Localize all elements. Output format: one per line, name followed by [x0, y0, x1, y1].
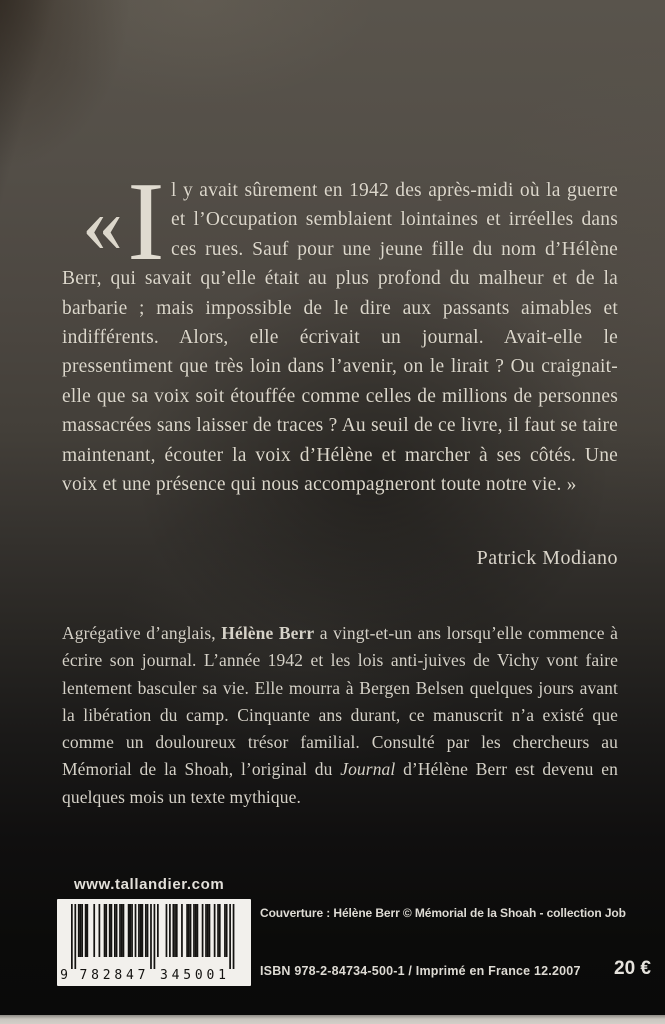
barcode-group1-digits: 782847	[79, 968, 146, 983]
quote-attribution: Patrick Modiano	[476, 547, 618, 569]
price: 20 €	[614, 958, 651, 979]
cover-credit: Couverture : Hélène Berr © Mémorial de la Shoah - collection Job	[260, 906, 626, 920]
drop-cap-group	[62, 160, 166, 284]
quote-text: l y avait sûrement en 1942 des après-midi où la guerre et l’Occupation semblaient lointaines et irréelles dans ces rues. Sauf pour une jeune fille du nom d’Hélène Berr, qui savait qu’elle était au plus profond du malheur et de la barbarie ; mais impossible de le dire aux passants aimables et indifférents. Alors, elle écrivait un journal. Avait-elle le pressentiment que très loin dans l’avenir, on le lirait ? Ou craignait-elle que sa voix soit étouffée comme celles de millions de personnes massacrées sans laisser de traces ? Au seuil de ce livre, il faut se taire maintenant, écouter la voix d’Hélène et marcher à ses côtés. Une voix et une présence qui nous accompagneront toute notre vie. »	[62, 180, 618, 496]
barcode-lead-digit: 9	[60, 968, 68, 983]
photo-background-edge	[0, 1015, 665, 1024]
barcode-group2-digits: 345001	[160, 968, 226, 983]
bio-paragraph: Agrégative d’anglais, Hélène Berr a vingt-et-un ans lorsqu’elle commence à écrire son journal. L’année 1942 et les lois anti-juives de Vichy vont faire lentement basculer sa vie. Elle mourra à Bergen Belsen quelques jours avant la libération du camp. Cinquante ans durant, ce manuscrit n’a existé que comme un douloureux trésor familial. Consulté par les chercheurs au Mémorial de la Shoah, l’original du Journal d’Hélène Berr est devenu en quelques mois un texte mythique.	[62, 623, 618, 807]
barcode	[57, 899, 251, 986]
isbn-line: ISBN 978-2-84734-500-1 / Imprimé en France 12.2007	[260, 964, 581, 978]
drop-cap: I	[127, 160, 165, 284]
opening-guillemet-icon: «	[82, 178, 124, 269]
barcode-bars	[57, 899, 251, 986]
publisher-website: www.tallandier.com	[74, 876, 225, 893]
quote-block	[62, 160, 618, 499]
